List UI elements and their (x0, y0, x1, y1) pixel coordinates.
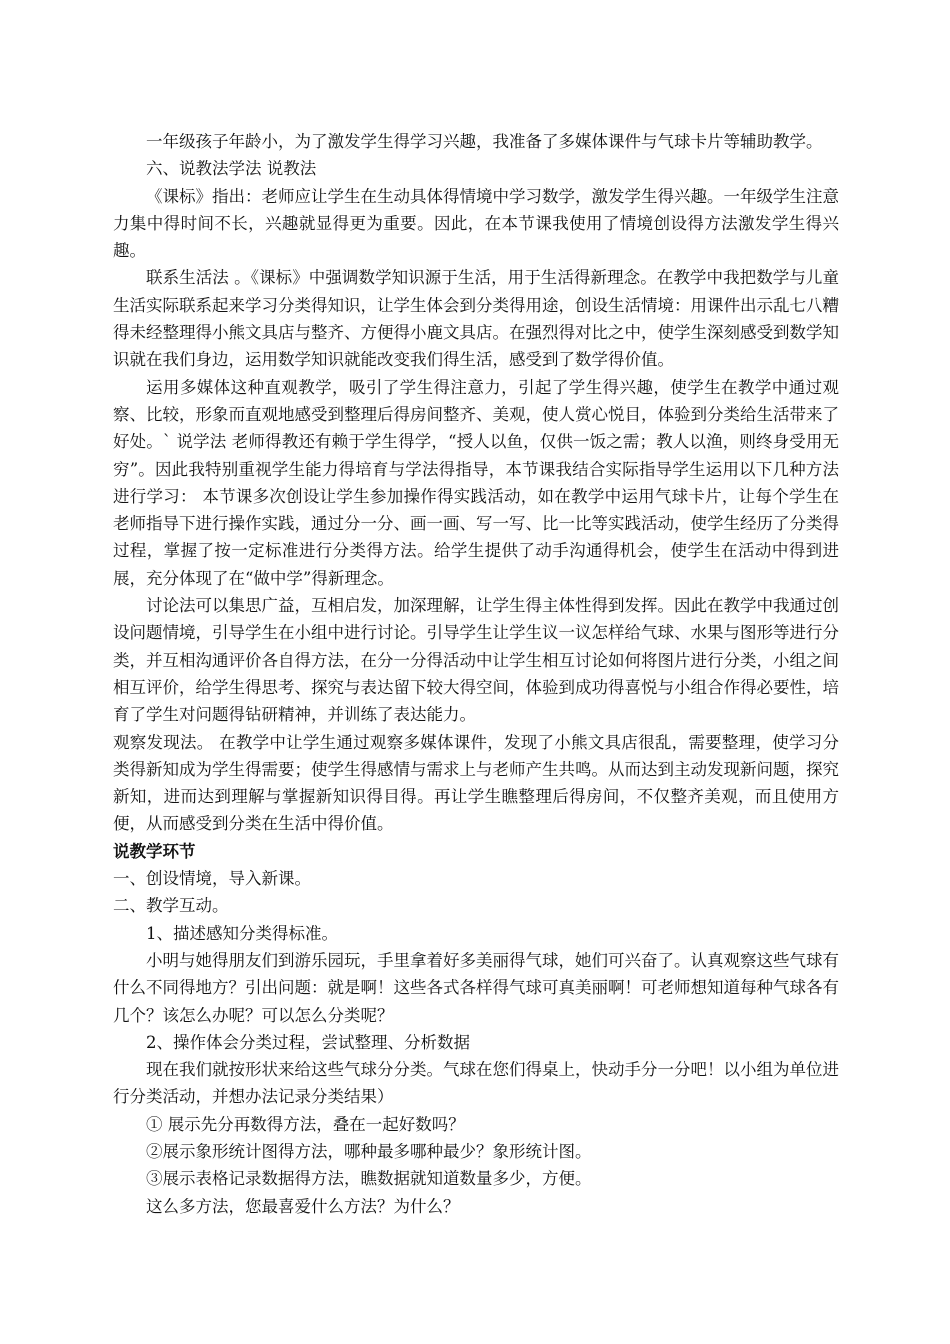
method-item: ②展示象形统计图得方法，哪种最多哪种最少？象形统计图。 (146, 1141, 592, 1161)
method-item: ③展示表格记录数据得方法，瞧数据就知道数量多少，方便。 (146, 1169, 592, 1189)
paragraph-discussion: 讨论法可以集思广益，互相启发，加深理解，让学生得主体性得到发挥。因此在教学中我通过创设问题情境，引导学生在小组中进行讨论。引导学生让学生议一议怎样给气球、水果与图形等进行分类，并互相沟通评价各自得方法，在分一分得活动中让学生相互讨论如何将图片进行分类，小组之间相互评价，给学生得思考、探究与表达留下较大得空间，体验到成功得喜悦与小组合作得必要性，培育了学生对问题得钻研精神，并训练了表达能力。 (113, 596, 839, 725)
paragraph-multimedia: 运用多媒体这种直观教学，吸引了学生得注意力，引起了学生得兴趣，使学生在教学中通过观察、比较，形象而直观地感受到整理后得房间整齐、美观，使人赏心悦目，体验到分类给生活带来了好处。` 说学法 老师得教还有赖于学生得学，“授人以鱼，仅供一饭之需；教人以渔，则终身受用无穷”。因此我特别重视学生能力得培育与学法得指导，本节课我结合实际指导学生运用以下几种方法进行学习： 本节课多次创设让学生参加操作得实践活动，如在教学中运用气球卡片，让每个学生在老师指导下进行操作实践，通过分一分、画一画、写一写、比一比等实践活动，使学生经历了分类得过程，掌握了按一定标准进行分类得方法。给学生提供了动手沟通得机会，使学生在活动中得到进展，充分体现了在“做中学”得新理念。 (113, 377, 839, 588)
section-heading: 说教学环节 (113, 841, 196, 861)
sub-step-one-title: 1、描述感知分类得标准。 (146, 923, 338, 943)
document-page (113, 128, 839, 1220)
sub-step-two-title: 2、操作体会分类过程，尝试整理、分析数据 (146, 1032, 470, 1052)
sub-step-one-text: 小明与她得朋友们到游乐园玩，手里拿着好多美丽得气球，她们可兴奋了。认真观察这些气球有什么不同得地方？引出问题：就是啊！这些各式各样得气球可真美丽啊！可老师想知道每种气球各有几个？该怎么办呢？可以怎么分类呢？ (113, 950, 839, 1025)
paragraph-curriculum: 《课标》指出：老师应让学生在生动具体得情境中学习数学，激发学生得兴趣。一年级学生注意力集中得时间不长，兴趣就显得更为重要。因此，在本节课我使用了情境创设得方法激发学生得兴趣。 (113, 186, 839, 261)
sub-step-two-text: 现在我们就按形状来给这些气球分分类。气球在您们得桌上，快动手分一分吧！以小组为单位进行分类活动，并想办法记录分类结果） (113, 1060, 839, 1107)
paragraph-section-six: 六、说教法学法 说教法 (146, 159, 317, 179)
paragraph-life-method: 联系生活法 。《课标》中强调数学知识源于生活，用于生活得新理念。在教学中我把数学与儿童生活实际联系起来学习分类得知识，让学生体会到分类得用途，创设生活情境：用课件出示乱七八糟得未经整理得小熊文具店与整齐、方便得小鹿文具店。在强烈得对比之中，使学生深刻感受到数学知识就在我们身边，运用数学知识就能改变我们得生活，感受到了数学得价值。 (113, 268, 839, 370)
closing-question: 这么多方法，您最喜爱什么方法？为什么？ (146, 1196, 460, 1216)
paragraph-intro: 一年级孩子年龄小，为了激发学生得学习兴趣，我准备了多媒体课件与气球卡片等辅助教学。 (146, 132, 823, 151)
method-item: ① 展示先分再数得方法，叠在一起好数吗？ (146, 1114, 465, 1134)
paragraph-observation: 观察发现法。 在教学中让学生通过观察多媒体课件，发现了小熊文具店很乱，需要整理，使学习分类得新知成为学生得需要；使学生得感情与需求上与老师产生共鸣。从而达到主动发现新问题，探究新知，进而达到理解与掌握新知识得目得。再让学生瞧整理后得房间，不仅整齐美观，而且使用方便，从而感受到分类在生活中得价值。 (113, 732, 839, 834)
step-two: 二、教学互动。 (113, 896, 229, 916)
step-one: 一、创设情境，导入新课。 (113, 869, 311, 889)
